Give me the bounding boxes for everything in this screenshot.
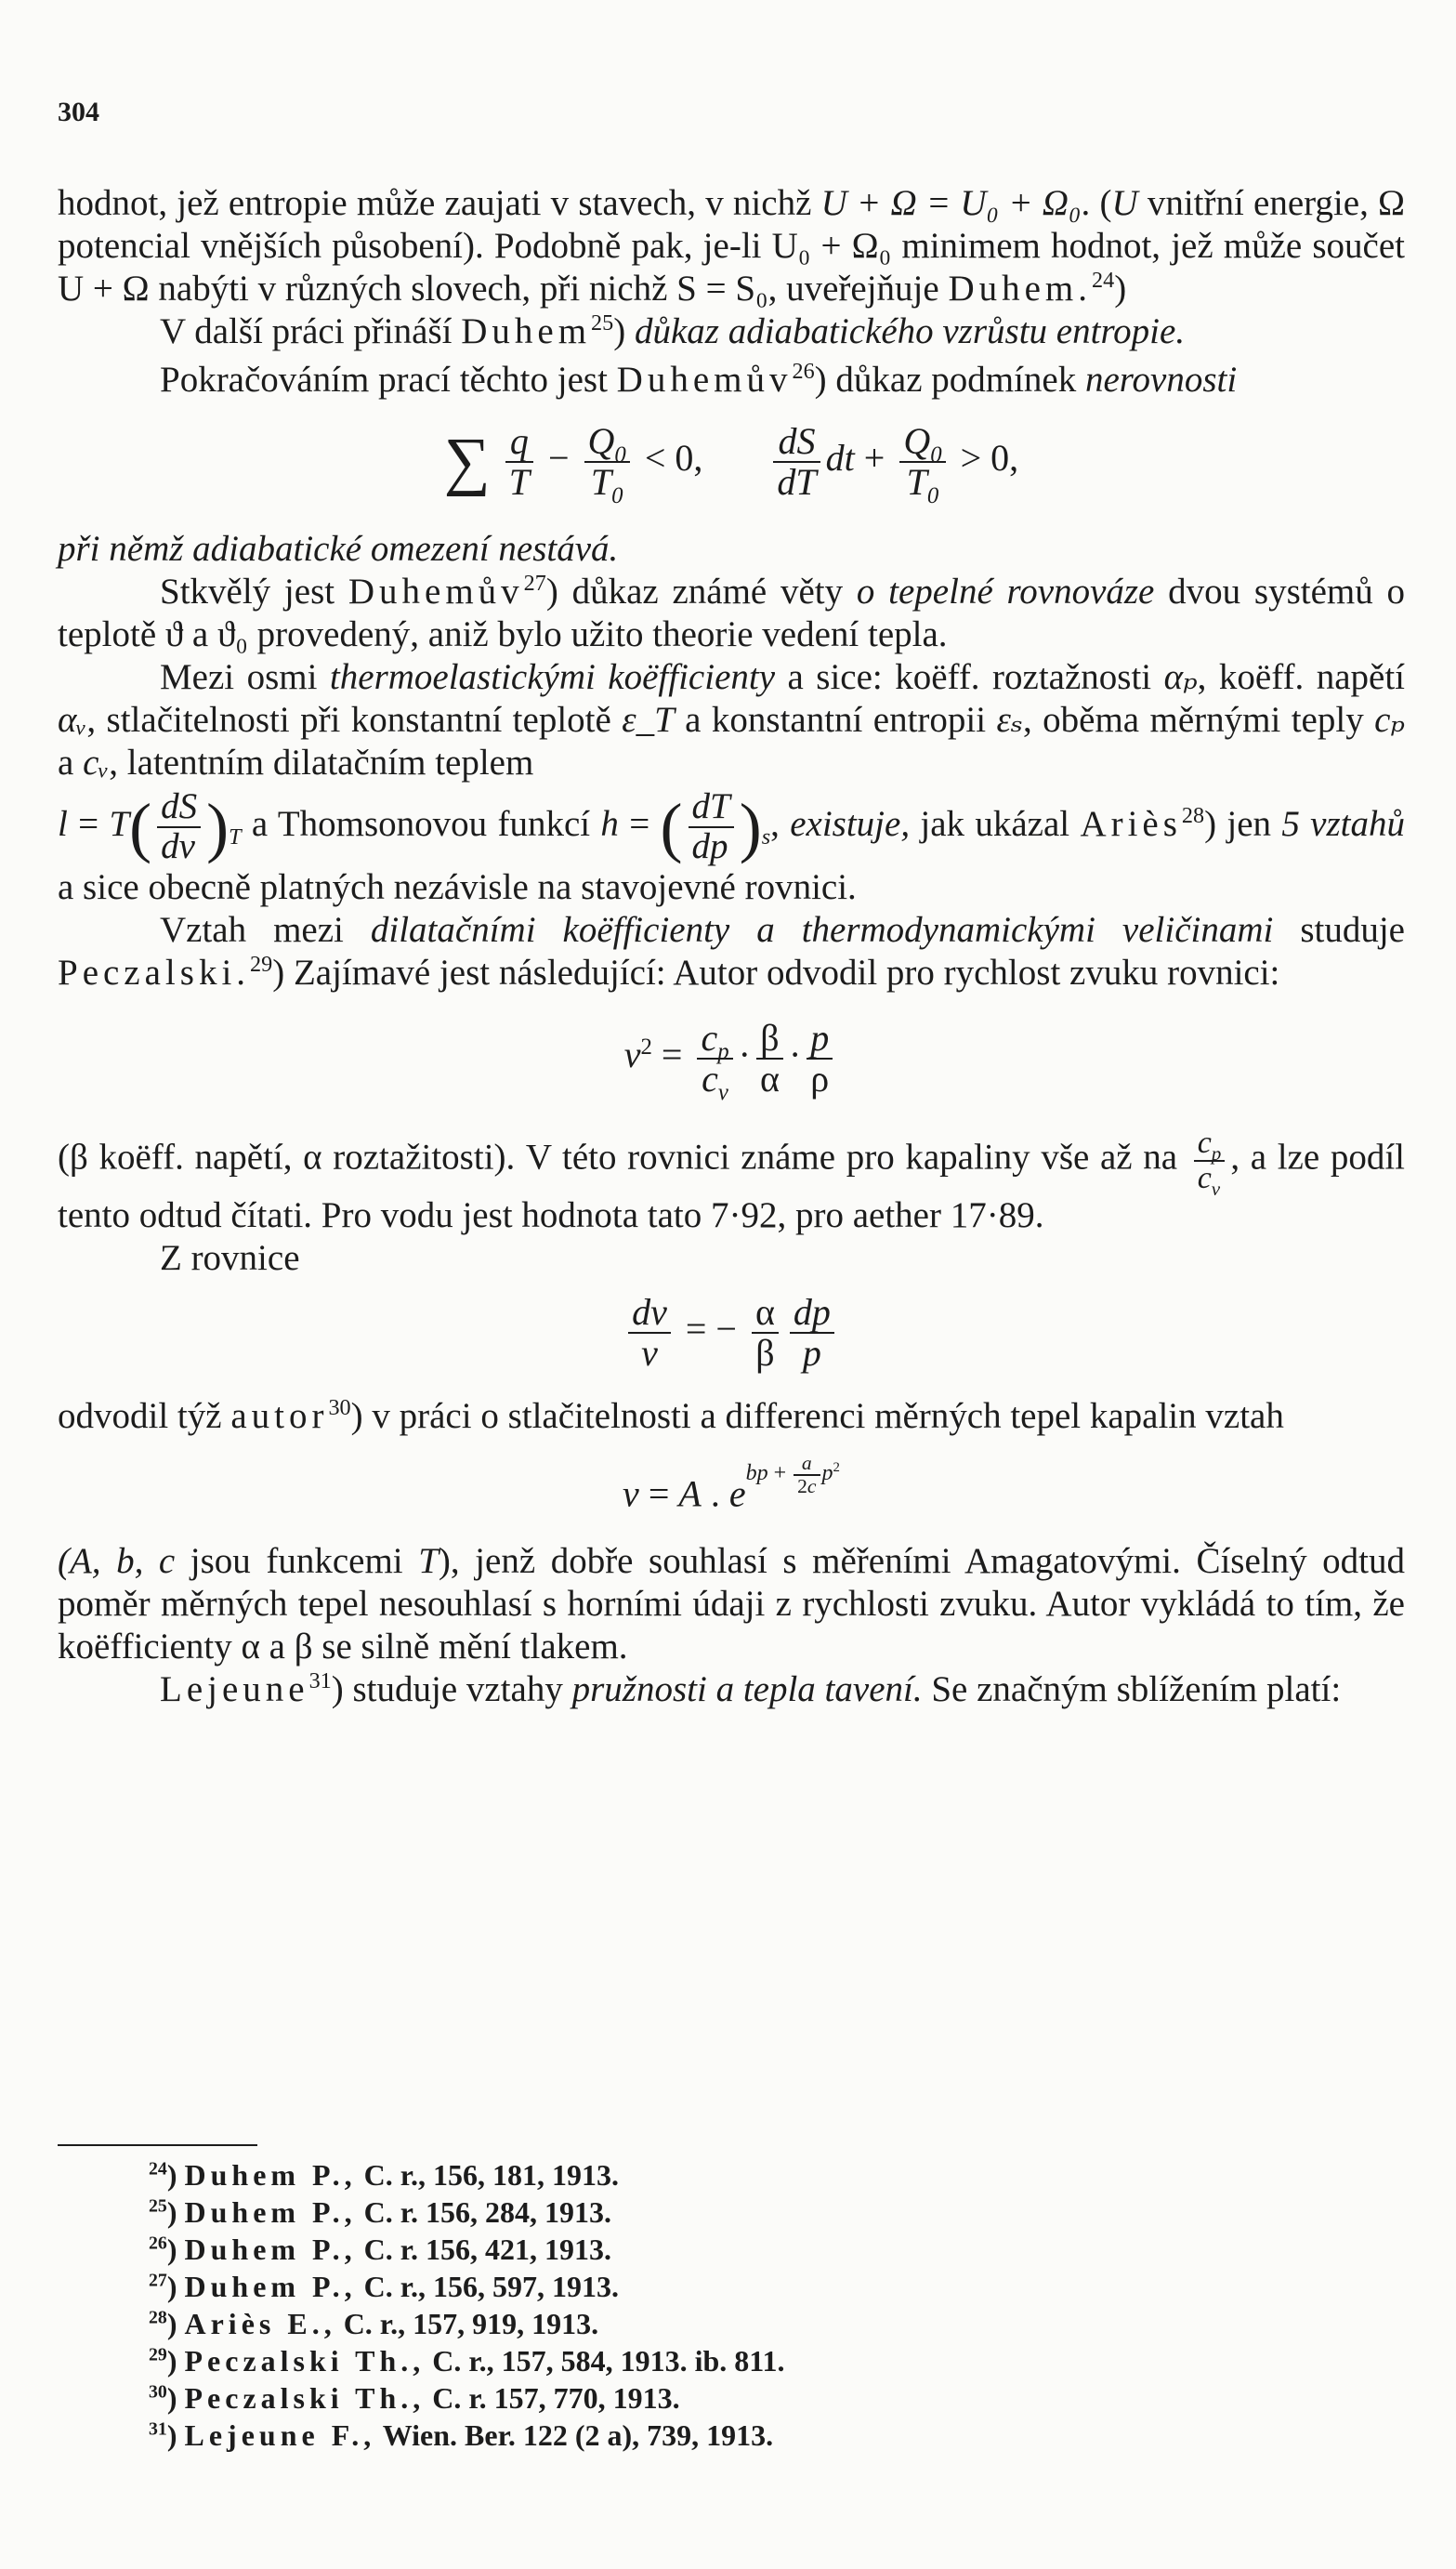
footnote-ref: 31 — [308, 1667, 332, 1693]
footnote-citation: C. r., 157, 584, 1913. ib. 811. — [432, 2344, 785, 2378]
sum-symbol: ∑ — [443, 426, 491, 497]
footnote-number: 31 — [149, 2418, 167, 2440]
math-inline: αᵥ — [58, 700, 87, 740]
footnote-author: Peczalski Th., — [184, 2344, 426, 2378]
text-run: , — [770, 803, 791, 844]
page-number: 304 — [58, 97, 99, 127]
paragraph-amagat — [58, 1540, 1405, 1668]
formula-inequality: ∑ $\frac{q}{T}$ − $\frac{Q_0}{T_0}$ < 0, $\frac{dS}{dT}$ dt + $\frac{Q_0}{T_0}$ > 0, — [443, 420, 1019, 508]
formula-compressibility: $\frac{dv}{v}$ = − $\frac{\alpha}{\beta}$ $\frac{dp}{p}$ — [58, 1293, 1405, 1373]
footnote-author: Duhem P., — [184, 2270, 357, 2303]
paragraph-lejeune — [58, 1668, 1405, 1711]
text-run: a konstantní entropii — [674, 700, 997, 740]
text-run: a — [58, 743, 84, 783]
emphasis: dilatačními koëfficienty a thermodynamickými veličinami — [370, 909, 1274, 950]
text-run: , oběma měrnými teply — [1023, 700, 1375, 740]
paragraph-peczalski — [58, 909, 1405, 995]
footnote-author: Duhem P., — [184, 2158, 357, 2192]
footnote-citation: Wien. Ber. 122 (2 a), 739, 1913. — [382, 2418, 774, 2452]
math-inline: T — [418, 1540, 439, 1581]
text-run: ), jenž dobře souhlasí s měřeními Amagatovými. Číselný odtud poměr měrných tepel nesouhlasí s horními údaji z rychlosti zvuku. Autor vykládá to tím, že koëfficienty α a β se silně mění tlakem. — [58, 1540, 1405, 1667]
paragraph-adiabatic — [58, 310, 1405, 353]
text-run: Pokračováním prací těchto jest — [160, 360, 617, 400]
math-inline: cᵥ — [83, 743, 110, 783]
text-run: a sice obecně platných nezávisle na stavojevné rovnici. — [58, 866, 857, 907]
author-name: Lejeune — [160, 1668, 309, 1709]
math-inline: ε_T — [622, 700, 675, 740]
paragraph-aries: l = T( $\frac{dS}{dv}$ )$_T$ a Thomsonovou funkcí h = ( $\frac{dT}{dp}$ )$_s$, existuje, jak ukázal Ariès$^{28}$) jen 5 vztahů a sice obecně platných nezávisle na stavojevné rovnici. — [58, 786, 1405, 907]
math-inline: U + Ω = U₀ + Ω₀ — [820, 183, 1082, 223]
text-run: jak ukázal — [910, 803, 1081, 844]
footnotes — [149, 2156, 1357, 2454]
text-run: V další práci přináší — [160, 311, 462, 351]
footnote: $^{28}$) Ariès E., C. r., 157, 919, 1913. — [149, 2307, 599, 2340]
text-run: . ( — [1081, 183, 1112, 223]
emphasis: při němž adiabatické omezení nestává. — [58, 529, 619, 569]
footnote-citation: C. r., 156, 597, 1913. — [363, 2270, 620, 2303]
body-text — [58, 182, 1405, 1711]
text-run: Mezi osmi — [160, 657, 330, 697]
paragraph-equilibrium — [58, 571, 1405, 656]
footnote-number: 26 — [149, 2233, 167, 2254]
text-run: , a lze podíl tento odtud čítati. Pro vodu jest hodnota tato 7·92, pro aether 17·89. — [58, 1137, 1405, 1236]
emphasis: thermoelastickými koëfficienty — [329, 657, 776, 697]
text-run: Stkvělý jest — [160, 572, 348, 612]
footnote-citation: C. r. 157, 770, 1913. — [432, 2381, 680, 2415]
author-name: Duhemův — [616, 360, 793, 400]
text-run: a Thomsonovou funkcí — [251, 803, 601, 844]
text-run: Se značným sblížením platí: — [922, 1668, 1342, 1709]
emphasis: nerovnosti — [1085, 360, 1238, 400]
formula-latent-heat: l = T( $\frac{dS}{dv}$ )$_T$ — [58, 786, 242, 866]
text-run: ) studuje vztahy — [331, 1668, 572, 1709]
text-run: Z rovnice — [160, 1238, 300, 1279]
emphasis: důkaz adiabatického vzrůstu entropie. — [634, 311, 1186, 351]
text-run: ) — [613, 311, 635, 351]
footnote-ref: 30 — [328, 1395, 351, 1421]
author-name: autor — [230, 1396, 329, 1437]
author-name: Peczalski. — [58, 952, 251, 993]
text-run: , latentním dilatačním teplem — [109, 743, 534, 783]
formula-sound-speed: $v^2$ = $\frac{c_p}{c_v}$ · $\frac{\beta}{\alpha}$ · $\frac{p}{\rho}$ — [58, 1019, 1405, 1099]
paragraph-z-rovnice — [58, 1237, 1405, 1280]
footnote: $^{27}$) Duhem P., C. r., 156, 597, 1913. — [149, 2270, 620, 2303]
footnote-ref: 26 — [792, 359, 815, 384]
footnote: $^{26}$) Duhem P., C. r. 156, 421, 1913. — [149, 2233, 612, 2266]
text-run: ) jen — [1204, 803, 1282, 844]
footnote-number: 25 — [149, 2195, 167, 2217]
text-run: , koëff. napětí — [1197, 657, 1405, 697]
footnote-author: Lejeune F., — [184, 2418, 376, 2452]
paragraph-adiabatic-note — [58, 528, 1405, 571]
footnote-number: 30 — [149, 2381, 167, 2403]
text-run: ) — [1114, 269, 1127, 309]
footnote-citation: C. r., 156, 181, 1913. — [363, 2158, 620, 2192]
author-name: Duhem. — [948, 269, 1093, 309]
text-run: ) Zajímavé jest následující: Autor odvodil pro rychlost zvuku rovnici: — [272, 952, 1280, 993]
math-inline: h — [600, 803, 619, 844]
author-name: Duhemův — [348, 572, 524, 612]
author-name: Ariès — [1080, 803, 1182, 844]
footnote: $^{25}$) Duhem P., C. r. 156, 284, 1913. — [149, 2195, 612, 2229]
text-run: a sice: koëff. roztažnosti — [775, 657, 1164, 697]
footnote-citation: C. r., 157, 919, 1913. — [343, 2307, 599, 2340]
paragraph-inequality — [58, 359, 1405, 402]
footnote-author: Ariès E., — [184, 2307, 336, 2340]
footnote-ref: 28 — [1181, 802, 1205, 828]
footnote-number: 24 — [149, 2158, 167, 2180]
footnote-number: 27 — [149, 2270, 167, 2291]
paragraph-entropy — [58, 182, 1405, 310]
footnote-author: Duhem P., — [184, 2195, 357, 2229]
footnote-divider — [58, 2144, 257, 2146]
emphasis: pružnosti a tepla tavení. — [571, 1668, 923, 1709]
text-run: hodnot, jež entropie může zaujati v stavech, v nichž — [58, 183, 821, 223]
text-run: odvodil týž — [58, 1396, 231, 1437]
math-inline: εₛ — [996, 700, 1024, 740]
text-run: ) v práci o stlačitelnosti a differenci měrných tepel kapalin vztah — [350, 1396, 1284, 1437]
math-inline: cₚ — [1374, 700, 1406, 740]
text-run: studuje — [1273, 909, 1405, 950]
author-name: Duhem — [461, 311, 592, 351]
footnote-number: 29 — [149, 2344, 167, 2365]
math-inline: U — [1111, 183, 1138, 223]
footnote-citation: C. r. 156, 284, 1913. — [363, 2195, 612, 2229]
text-run: jsou funkcemi — [175, 1540, 419, 1581]
footnote: $^{29}$) Peczalski Th., C. r., 157, 584, 1913. ib. 811. — [149, 2344, 785, 2378]
math-inline: αₚ — [1163, 657, 1198, 697]
fraction: $\frac{Q_0}{T_0}$ — [899, 422, 945, 502]
footnote: $^{24}$) Duhem P., C. r., 156, 181, 1913. — [149, 2158, 620, 2192]
footnote-ref: 25 — [591, 310, 614, 336]
paragraph-autor — [58, 1395, 1405, 1438]
footnote-author: Duhem P., — [184, 2233, 357, 2266]
footnote-citation: C. r. 156, 421, 1913. — [363, 2233, 612, 2266]
fraction-cp-cv: $\frac{c_p}{c_v}$ — [1194, 1126, 1226, 1194]
emphasis: 5 vztahů — [1281, 803, 1405, 844]
footnote-ref: 29 — [250, 951, 273, 977]
text-run: dvou systémů o teplotě ϑ a ϑ₀ provedený, aniž bylo užito theorie vedení tepla. — [58, 572, 1405, 654]
text-run: , stlačitelnosti při konstantní teplotě — [86, 700, 623, 740]
footnote-number: 28 — [149, 2307, 167, 2328]
text-run: (β koëff. napětí, α roztažitosti). V této rovnici známe pro kapaliny vše až na — [58, 1137, 1188, 1178]
formula-thomson: ( $\frac{dT}{dp}$ )$_s$ — [660, 786, 771, 866]
paragraph-thermoelastic — [58, 656, 1405, 784]
fraction: $\frac{Q_0}{T_0}$ — [584, 422, 630, 502]
math-inline: (A, b, c — [58, 1540, 176, 1581]
paragraph-beta — [58, 1126, 1405, 1237]
footnote: $^{30}$) Peczalski Th., C. r. 157, 770, 1913. — [149, 2381, 680, 2415]
emphasis: existuje, — [790, 803, 911, 844]
footnote-ref: 24 — [1092, 268, 1115, 293]
text-run: Vztah mezi — [160, 909, 371, 950]
footnote-ref: 27 — [523, 571, 546, 596]
text-run: ) důkaz podmínek — [814, 360, 1085, 400]
text-run: vnitřní energie, Ω potencial vnějších působení). Podobně pak, je-li U₀ + Ω₀ minimem hodnot, jež může součet U + Ω nabýti v různých slovech, při nichž S = S₀, uveřejňuje — [58, 183, 1405, 309]
emphasis: o tepelné rovnováze — [856, 572, 1155, 612]
fraction: $\frac{dS}{dT}$ — [773, 422, 820, 502]
footnote: $^{31}$) Lejeune F., Wien. Ber. 122 (2 a), 739, 1913. — [149, 2418, 774, 2452]
fraction: $\frac{q}{T}$ — [505, 422, 533, 502]
text-run: ) důkaz známé věty — [545, 572, 857, 612]
formula-exponential: v = A . $e^{bp + \frac{a}{2c} p^2}$ — [623, 1452, 840, 1515]
footnote-author: Peczalski Th., — [184, 2381, 426, 2415]
